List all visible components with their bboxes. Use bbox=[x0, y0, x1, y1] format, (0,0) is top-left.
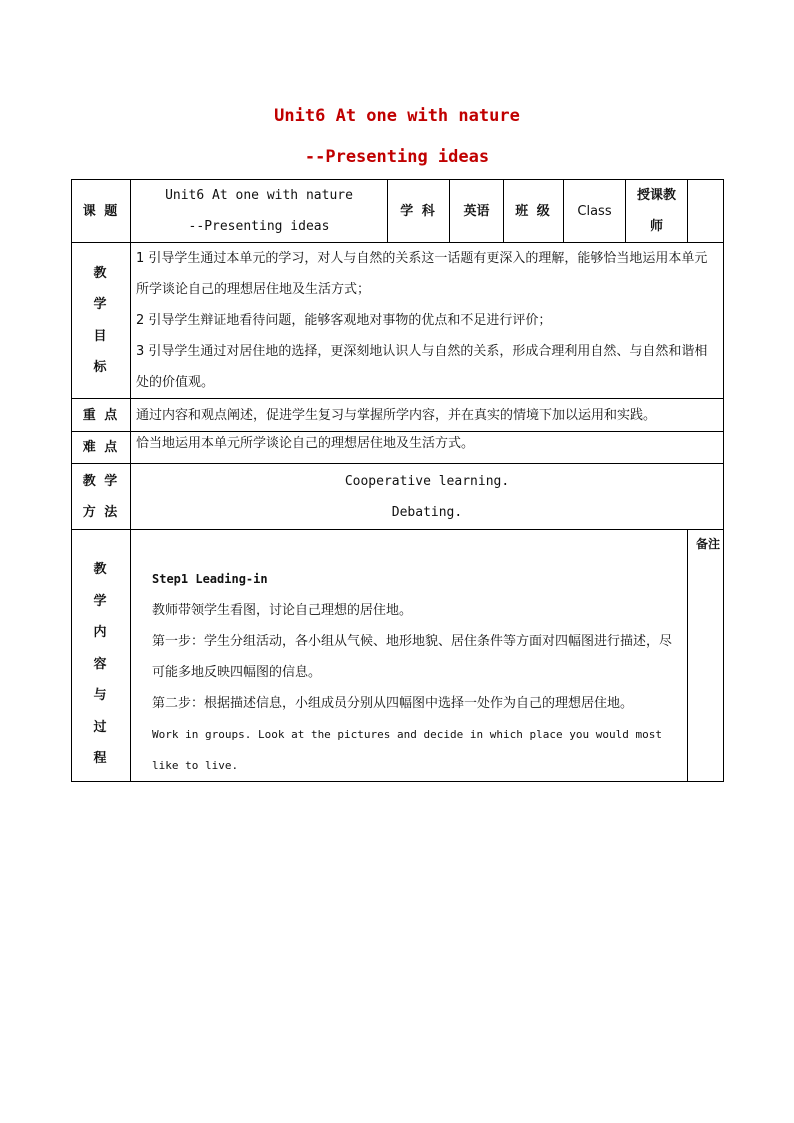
objectives-label-char: 标 bbox=[93, 360, 109, 375]
difficulties-row bbox=[72, 432, 724, 464]
methods-label bbox=[72, 464, 131, 530]
objectives-label-char: 教 bbox=[93, 265, 109, 281]
step-title: Step1 Leading-in bbox=[152, 572, 268, 586]
teacher-label bbox=[626, 180, 688, 243]
process-label-char: 学 bbox=[93, 593, 109, 609]
objective-item: 1 引导学生通过本单元的学习，对人与自然的关系这一话题有更深入的理解，能够恰当地运用本单元所学谈论自己的理想居住地及生活方式； bbox=[136, 251, 708, 297]
header-row bbox=[72, 180, 724, 243]
methods-label-line-1: 教 学 bbox=[82, 473, 120, 489]
topic-label: 课 题 bbox=[72, 180, 131, 243]
objectives-row bbox=[72, 243, 724, 399]
process-content bbox=[131, 530, 688, 782]
process-paragraph: 第二步：根据描述信息，小组成员分别从四幅图中选择一处作为自己的理想居住地。 bbox=[152, 696, 634, 711]
document-subtitle: --Presenting ideas bbox=[304, 147, 490, 167]
class-value: Class bbox=[564, 180, 626, 243]
subject-label: 学 科 bbox=[388, 180, 450, 243]
teacher-label-line-1: 授课教 bbox=[636, 188, 676, 203]
objectives-label bbox=[72, 243, 131, 399]
process-label-char: 教 bbox=[93, 562, 109, 578]
key-points-row bbox=[72, 399, 724, 432]
topic-line-1: Unit6 At one with nature bbox=[165, 188, 353, 203]
process-label-char: 过 bbox=[93, 719, 109, 735]
subject-value: 英语 bbox=[450, 180, 504, 243]
method-item: Cooperative learning. bbox=[344, 473, 510, 489]
methods-label-line-2: 方 法 bbox=[82, 504, 120, 520]
difficulties-label: 难 点 bbox=[72, 432, 131, 464]
process-paragraph: 教师带领学生看图，讨论自己理想的居住地。 bbox=[152, 603, 413, 618]
process-label bbox=[72, 530, 131, 782]
document-title: Unit6 At one with nature bbox=[274, 106, 520, 126]
objectives-label-char: 目 bbox=[93, 328, 109, 344]
difficulties-text: 恰当地运用本单元所学谈论自己的理想居住地及生活方式。 bbox=[131, 432, 724, 464]
objective-item: 2 引导学生辩证地看待问题，能够客观地对事物的优点和不足进行评价； bbox=[136, 313, 552, 328]
process-label-char: 容 bbox=[93, 656, 109, 672]
teacher-label-line-2: 师 bbox=[649, 219, 663, 234]
teacher-value bbox=[688, 180, 724, 243]
notes-label: 备注 bbox=[688, 530, 724, 782]
objectives-content bbox=[131, 243, 724, 399]
method-item: Debating. bbox=[391, 504, 463, 520]
methods-row bbox=[72, 464, 724, 530]
objectives-label-char: 学 bbox=[93, 297, 109, 312]
process-paragraph: 第一步：学生分组活动，各小组从气候、地形地貌、居住条件等方面对四幅图进行描述，尽可能多地反映四幅图的信息。 bbox=[152, 634, 673, 680]
topic-value bbox=[131, 180, 388, 243]
class-label: 班 级 bbox=[504, 180, 564, 243]
key-points-text: 通过内容和观点阐述，促进学生复习与掌握所学内容，并在真实的情境下加以运用和实践。 bbox=[131, 399, 724, 432]
process-label-char: 内 bbox=[93, 625, 109, 641]
english-instruction: Work in groups. Look at the pictures and decide in which place you would most like to live. bbox=[152, 728, 662, 772]
lesson-plan-table bbox=[71, 179, 724, 782]
methods-content bbox=[131, 464, 724, 530]
key-points-label: 重 点 bbox=[72, 399, 131, 432]
objective-item: 3 引导学生通过对居住地的选择，更深刻地认识人与自然的关系，形成合理利用自然、与自然和谐相处的价值观。 bbox=[136, 344, 708, 390]
process-label-char: 与 bbox=[93, 688, 109, 704]
process-label-char: 程 bbox=[93, 751, 109, 767]
topic-line-2: --Presenting ideas bbox=[188, 219, 330, 234]
process-row bbox=[72, 530, 724, 782]
